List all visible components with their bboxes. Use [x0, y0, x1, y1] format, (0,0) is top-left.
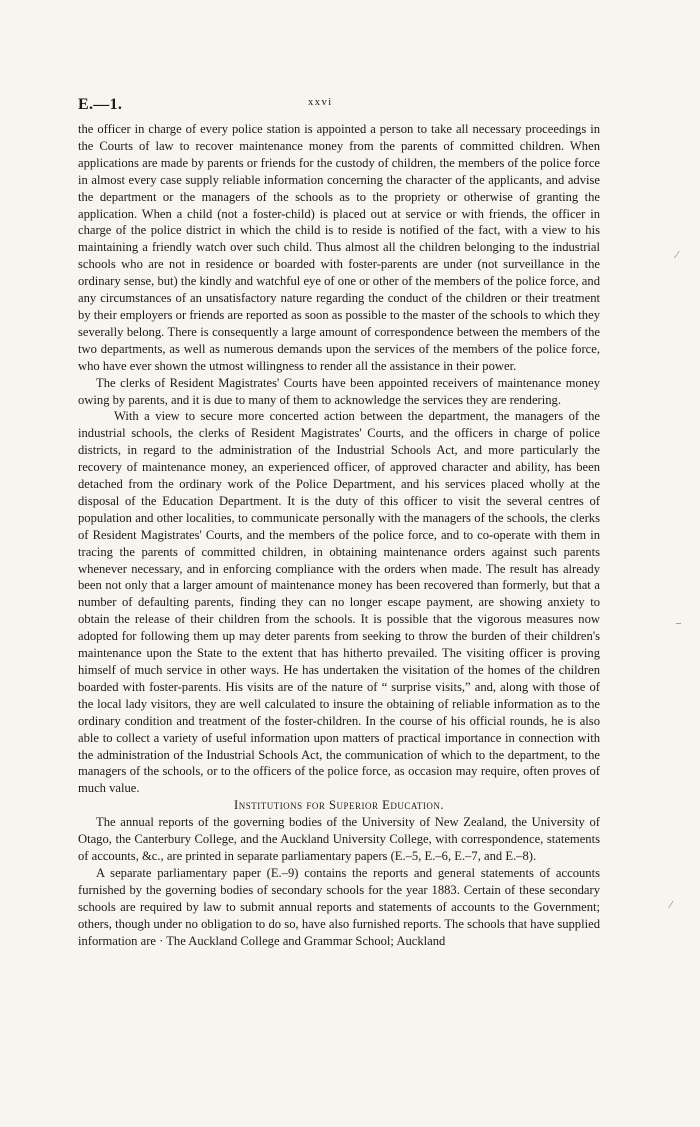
paragraph-clerks: The clerks of Resident Magistrates' Courts have been appointed receivers of maintenance money owing by parents, and it is due to many of them to acknowledge the services they are rendering. — [78, 375, 600, 407]
margin-mark: ⁄ — [676, 250, 678, 261]
paragraph-police-officers: the officer in charge of every police station is appointed a person to take all necessary proceedings in the Courts of law to recover maintenance money from the parents of committed children. When applications are made by parents or friends for the custody of children, the members of the police force in almost every case supply reliable information concerning the character of the applicants, and advise the department or the managers of the schools as to the propriety or otherwise of granting the application. When a child (not a foster-child) is placed out at service or with friends, the officer in charge of the police district in which the child is to reside is notified of the fact, with a view to his maintaining a friendly watch over such child. Thus almost all the children belonging to the industrial schools who are not in residence or boarded with foster-parents are under (not surveillance in the ordinary sense, but) the kindly and watchful eye of one or other of the members of the police force, and any circumstances of an unsatisfactory nature regarding the conduct of the children or their treatment by their employers or friends are reported as soon as possible to the master of the schools to which they severally belong. There is consequently a large amount of correspondence between the members of the two departments, as well as numerous demands upon the services of the members of the police force, who have ever shown the utmost willingness to render all the assistance in their power. — [78, 122, 600, 373]
section-heading: Institutions for Superior Education. — [234, 798, 444, 813]
paragraph-university-reports: The annual reports of the governing bodies of the University of New Zealand, the University of Otago, the Canterbury College, and the Auckland University College, with correspondence, statements of accounts, &c., are printed in separate parliamentary papers (E.–5, E.–6, E.–7, and E.–8). — [78, 815, 600, 863]
body-text — [78, 121, 600, 949]
margin-mark: ⁄ — [670, 900, 672, 911]
page-header — [78, 96, 608, 116]
margin-mark: – — [676, 618, 681, 629]
page-number: xxvi — [308, 97, 333, 108]
document-reference: E.—1. — [78, 96, 123, 113]
paragraph-secondary-schools: A separate parliamentary paper (E.–9) contains the reports and general statements of accounts furnished by the governing bodies of secondary schools for the year 1883. Certain of these secondary schools are required by law to submit annual reports and statements of accounts to the Government; others, though under no obligation to do so, have also furnished reports. The schools that have supplied information are · The Auckland College and Grammar School; Auckland — [78, 865, 600, 948]
paragraph-visiting-officer: With a view to secure more concerted action between the department, the managers of the industrial schools, the clerks of Resident Magistrates' Courts, and the officers in charge of police districts, in regard to the administration of the Industrial Schools Act, and more particularly the recovery of maintenance money, an experienced officer, of approved character and ability, has been detached from the ordinary work of the Police Department, and his services placed wholly at the disposal of the Education Department. It is the duty of this officer to visit the several centres of population and other localities, to communicate personally with the managers of the schools, the clerks of Resident Magistrates' Courts, and the members of the police force, and to co-operate with them in tracing the parents of committed children, in obtaining maintenance orders against such parents whenever necessary, and in enforcing compliance with the orders when made. The result has already been not only that a larger amount of maintenance money has been recovered than formerly, but that a number of defaulting parents, finding they can no longer escape payment, are showing anxiety to obtain the release of their children from the schools. It is possible that the vigorous measures now adopted for following them up may deter parents from seeking to throw the burden of their children's maintenance upon the State to the extent that has hitherto prevailed. The visiting officer is proving himself of much service in other ways. He has undertaken the visitation of the homes of the children boarded with foster-parents. His visits are of the nature of “ surprise visits,” and, along with those of the local lady visitors, they are well calculated to insure the obtaining of reliable information as to the ordinary condition and treatment of the foster-children. In the course of his official rounds, he is also able to collect a variety of useful information upon matters of practical importance in connection with the administration of the Industrial Schools Act, the communication of which to the department, to the managers of the schools, or to the officers of the police force, as occasion may require, often proves of much value. — [78, 409, 600, 796]
